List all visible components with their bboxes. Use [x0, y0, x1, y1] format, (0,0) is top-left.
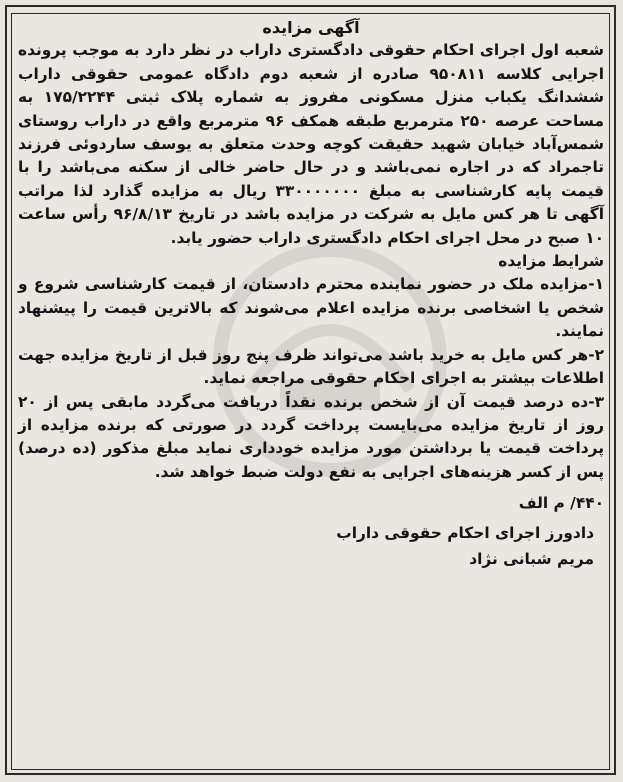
- notice-title: آگهی مزایده: [262, 18, 360, 37]
- notice-body: شعبه اول اجرای احکام حقوقی دادگستری داراب در نظر دارد به موجب پرونده اجرایی کلاسه ۹۵۰۸۱۱ صادره از شعبه دوم دادگاه عمومی حقوقی داراب ششدانگ یکباب منزل مسکونی مفروز به شماره پلاک ثبتی ۱۷۵/۲۲۴۴ به مساحت عرصه ۲۵۰ مترمربع طبقه همکف ۹۶ مترمربع واقع در داراب روستای شمس‌آباد خیابان شهید حقیقت کوچه وحدت متعلق به یوسف ساردوئی فرزند تاجمراد که در اجاره نمی‌باشد و در حال حاضر خالی از سکنه می‌باشد را با قیمت پایه کارشناسی به مبلغ ۳۳۰۰۰۰۰۰۰ ریال به مزایده گذارد لذا مراتب آگهی تا هر کس مایل به شرکت در مزایده باشد در تاریخ ۹۶/۸/۱۳ رأس ساعت ۱۰ صبح در محل اجرای احکام دادگستری داراب حضور یابد.: [18, 41, 605, 247]
- condition-item-3: ۳-ده درصد قیمت آن از شخص برنده نقداً دریافت می‌گردد مابقی پس از ۲۰ روز از تاریخ مزایده می‌بایست پرداخت گردد در صورتی که برنده مزایده از پرداخت قیمت یا برداشتن مورد مزایده خودداری نماید مبلغ مذکور (ده درصد) پس از کسر هزینه‌های اجرایی به نفع دولت ضبط خواهد شد.: [18, 392, 604, 481]
- condition-item-1: ۱-مزایده ملک در حضور نماینده محترم دادستان، از قیمت کارشناسی شروع و شخص یا اشخاصی برنده مزایده اعلام می‌شوند که بالاترین قیمت را پیشنهاد نمایند.: [18, 275, 604, 341]
- condition-item-2: ۲-هر کس مایل به خرید باشد می‌تواند ظرف پنج روز قبل از تاریخ مزایده جهت اطلاعات بیشتر به اجرای احکام حقوقی مراجعه نماید.: [18, 345, 604, 388]
- notice-content: [18, 16, 604, 572]
- conditions-heading: شرایط مزایده: [498, 252, 604, 271]
- reference-number: ۴۴۰/ م الف: [518, 494, 604, 513]
- signature-block: [18, 520, 604, 572]
- signature-title: دادورز اجرای احکام حقوقی داراب: [336, 523, 594, 542]
- signature-name: مریم شبانی نژاد: [469, 549, 594, 568]
